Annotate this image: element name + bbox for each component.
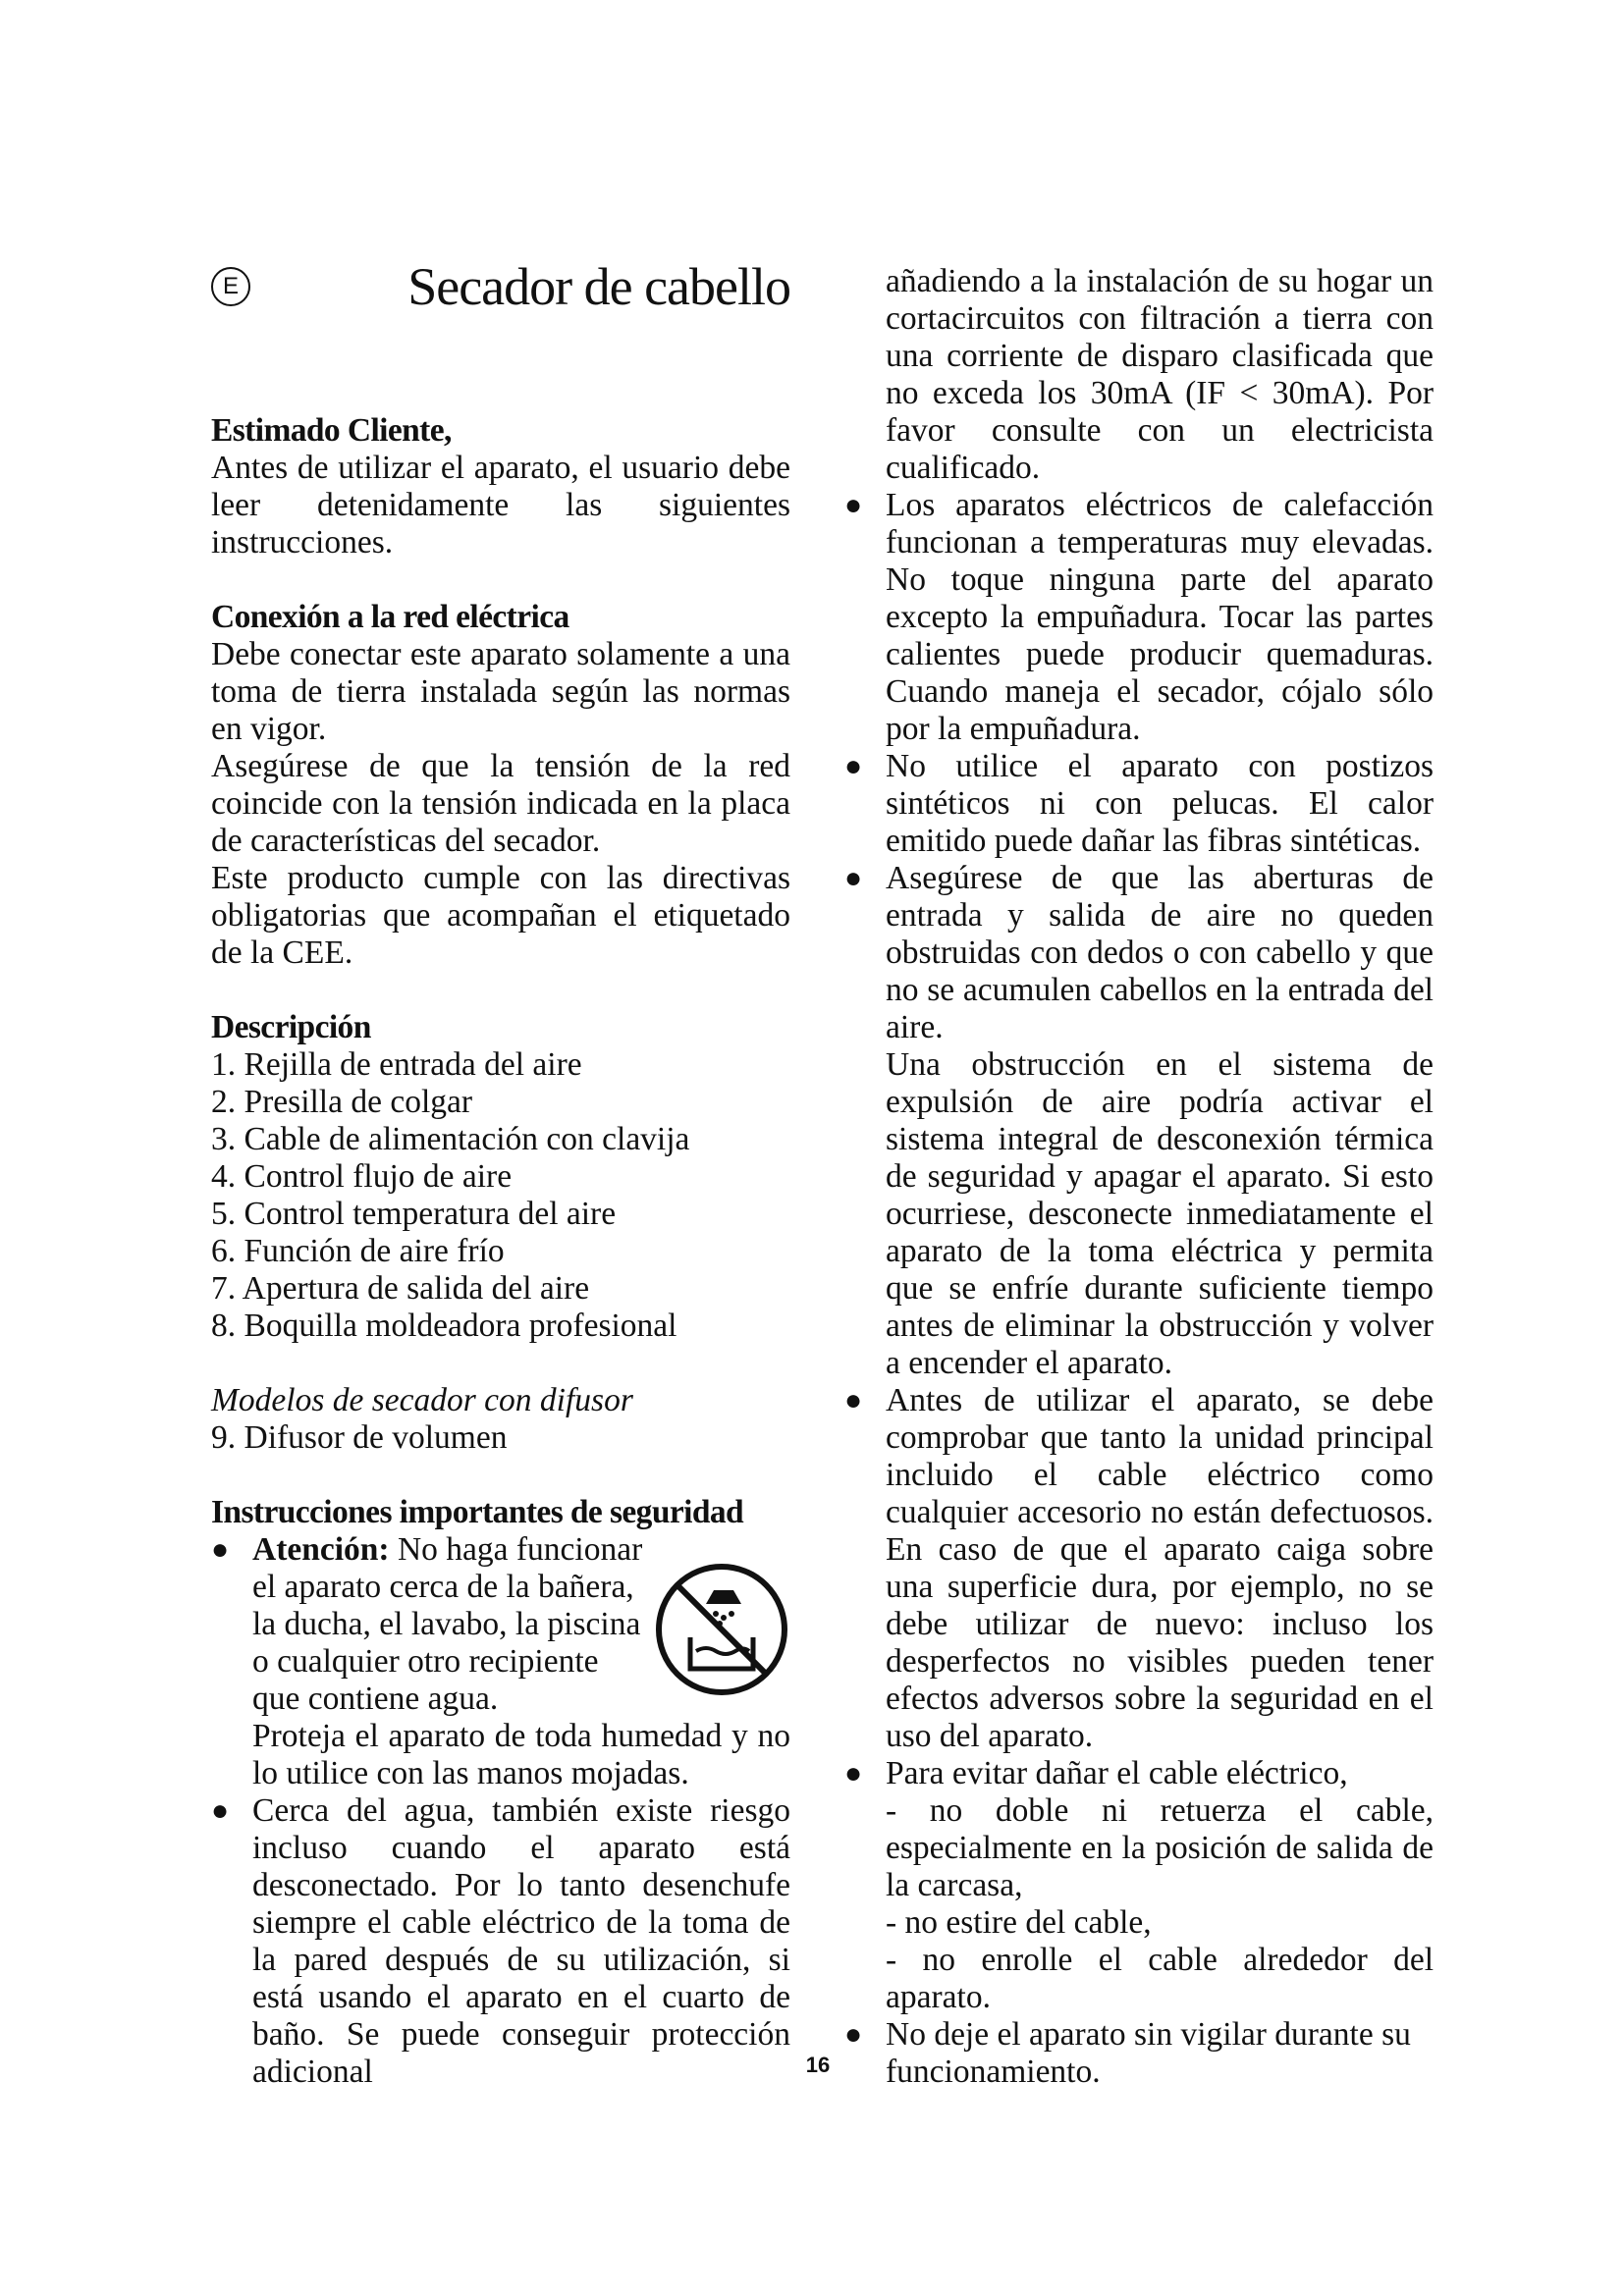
description-item: 1. Rejilla de entrada del aire: [211, 1046, 582, 1083]
diffuser-subheading: Modelos de secador con difusor: [211, 1382, 633, 1418]
near-water-bullet: ● Cerca del agua, también existe riesgo incluso cuando el aparato está desconectado. Por lo tanto desenchufe siempre el cable eléctrico de la toma de la pared después de su utilización, si está usando el aparato en el cuarto de baño. Se puede conseguir protección adicional: [211, 1792, 790, 2091]
near-water-continued: añadiendo a la instalación de su hogar un cortacircuitos con filtración a tierra con una corriente de disparo clasificada que no exceda los 30mA (IF < 30mA). Por favor consulte con un electricista cualificado.: [886, 263, 1434, 486]
description-item: 8. Boquilla moldeadora profesional: [211, 1308, 677, 1344]
no-water-icon: [653, 1561, 790, 1698]
safety-heading: Instrucciones importantes de seguridad: [211, 1494, 744, 1530]
language-badge: E: [211, 267, 250, 306]
connection-paragraph: Este producto cumple con las directivas obligatorias que acompañan el etiquetado de la CEE.: [211, 860, 790, 971]
connection-paragraph: Asegúrese de que la tensión de la red coincide con la tensión indicada en la placa de características del secador.: [211, 748, 790, 859]
page-title: Secador de cabello: [407, 257, 790, 316]
openings-bullet: ● Asegúrese de que las aberturas de entrada y salida de aire no queden obstruidas con dedos o con cabello y que no se acumulen cabellos en la entrada del aire.: [844, 860, 1434, 1046]
cable-item: - no doble ni retuerza el cable, especialmente en la posición de salida de la carcasa,: [886, 1792, 1434, 1903]
cable-item: - no enrolle el cable alrededor del aparato.: [886, 1942, 1434, 2015]
left-column: [211, 412, 790, 2091]
page-number: 16: [805, 2053, 831, 2077]
cable-intro-bullet: ● Para evitar dañar el cable eléctrico,: [844, 1755, 1434, 1792]
description-item: 5. Control temperatura del aire: [211, 1196, 617, 1232]
heating-bullet: ● Los aparatos eléctricos de calefacción funcionan a temperaturas muy elevadas. No toque ninguna parte del aparato excepto la empuñadura. Tocar las partes calientes puede producir quemaduras. Cuando maneja el secador, cójalo sólo por la empuñadura.: [844, 487, 1434, 748]
greeting-text: Antes de utilizar el aparato, el usuario debe leer detenidamente las siguientes instrucciones.: [211, 450, 790, 561]
right-column: [844, 263, 1434, 2091]
hairpieces-bullet: ● No utilice el aparato con postizos sintéticos ni con pelucas. El calor emitido puede dañar las fibras sintéticas.: [844, 748, 1434, 860]
connection-heading: Conexión a la red eléctrica: [211, 599, 569, 635]
description-item: 6. Función de aire frío: [211, 1233, 505, 1269]
description-item: 2. Presilla de colgar: [211, 1084, 473, 1120]
greeting-heading: Estimado Cliente,: [211, 412, 452, 449]
openings-extra: Una obstrucción en el sistema de expulsión de aire podría activar el sistema integral de desconexión térmica de seguridad y apagar el aparato. Si esto ocurriese, desconecte inmediatamente el aparato de la toma eléctrica y permita que se enfríe durante suficiente tiempo antes de eliminar la obstrucción y volver a encender el aparato.: [886, 1046, 1434, 1381]
attention-label: Atención:: [252, 1531, 390, 1568]
attention-text: No haga funcionar el aparato cerca de la bañera, la ducha, el lavabo, la piscina o cualquier otro recipiente que contiene agua.: [252, 1531, 643, 1717]
connection-paragraph: Debe conectar este aparato solamente a una toma de tierra instalada según las normas en vigor.: [211, 636, 790, 747]
cable-item: - no estire del cable,: [886, 1904, 1152, 1941]
description-item: 4. Control flujo de aire: [211, 1158, 513, 1195]
unattended-bullet: ● No deje el aparato sin vigilar durante su funcionamiento.: [844, 2016, 1434, 2091]
attention-block: [211, 1531, 790, 1718]
diffuser-item: 9. Difusor de volumen: [211, 1419, 508, 1456]
attention-extra: Proteja el aparato de toda humedad y no lo utilice con las manos mojadas.: [252, 1718, 790, 1791]
check-bullet: ● Antes de utilizar el aparato, se debe comprobar que tanto la unidad principal incluido el cable eléctrico como cualquier accesorio no están defectuosos. En caso de que el aparato caiga sobre una superficie dura, por ejemplo, no se debe utilizar de nuevo: incluso los desperfectos no visibles pueden tener efectos adversos sobre la seguridad en el uso del aparato.: [844, 1382, 1434, 1755]
title-row: [211, 257, 790, 326]
description-item: 3. Cable de alimentación con clavija: [211, 1121, 690, 1157]
description-heading: Descripción: [211, 1009, 371, 1045]
description-item: 7. Apertura de salida del aire: [211, 1270, 590, 1307]
